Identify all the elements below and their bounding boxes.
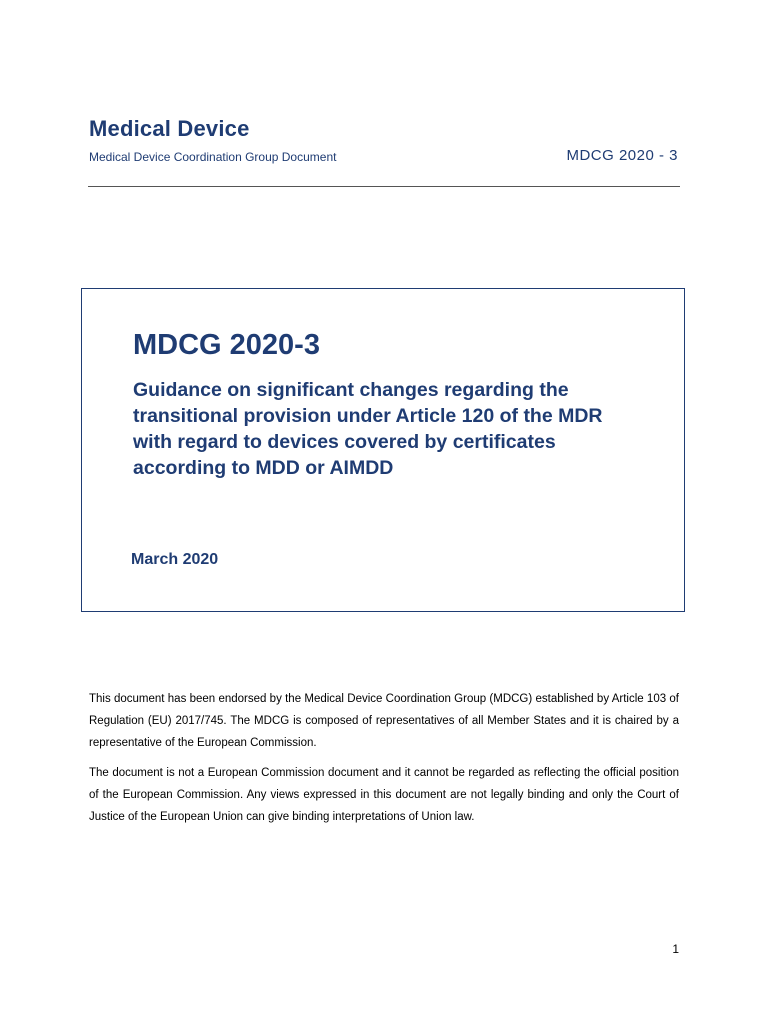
endorsement-paragraph: This document has been endorsed by the Medical Device Coordination Group (MDCG) established by Article 103 of Regulation (EU) 2017/745. The MDCG is composed of representatives of all Member States and it is chaired by a representative of the European Commission.	[89, 693, 679, 749]
title-box	[81, 288, 685, 612]
header-title: Medical Device	[89, 116, 250, 141]
header-document-code: MDCG 2020 - 3	[566, 147, 678, 164]
header-subtitle: Medical Device Coordination Group Document	[89, 150, 337, 164]
document-number: MDCG 2020-3	[133, 329, 320, 361]
document-date: March 2020	[131, 551, 219, 568]
document-subtitle: Guidance on significant changes regarding the transitional provision under Article 120 of the MDR with regard to devices covered by certificates according to MDD or AIMDD	[133, 379, 603, 479]
disclaimer-paragraph: The document is not a European Commission document and it cannot be regarded as reflecting the official position of the European Commission. Any views expressed in this document are not legally binding and only the Court of Justice of the European Union can give binding interpretations of Union law.	[89, 767, 679, 823]
page-number: 1	[672, 942, 679, 956]
header-divider	[88, 186, 680, 187]
